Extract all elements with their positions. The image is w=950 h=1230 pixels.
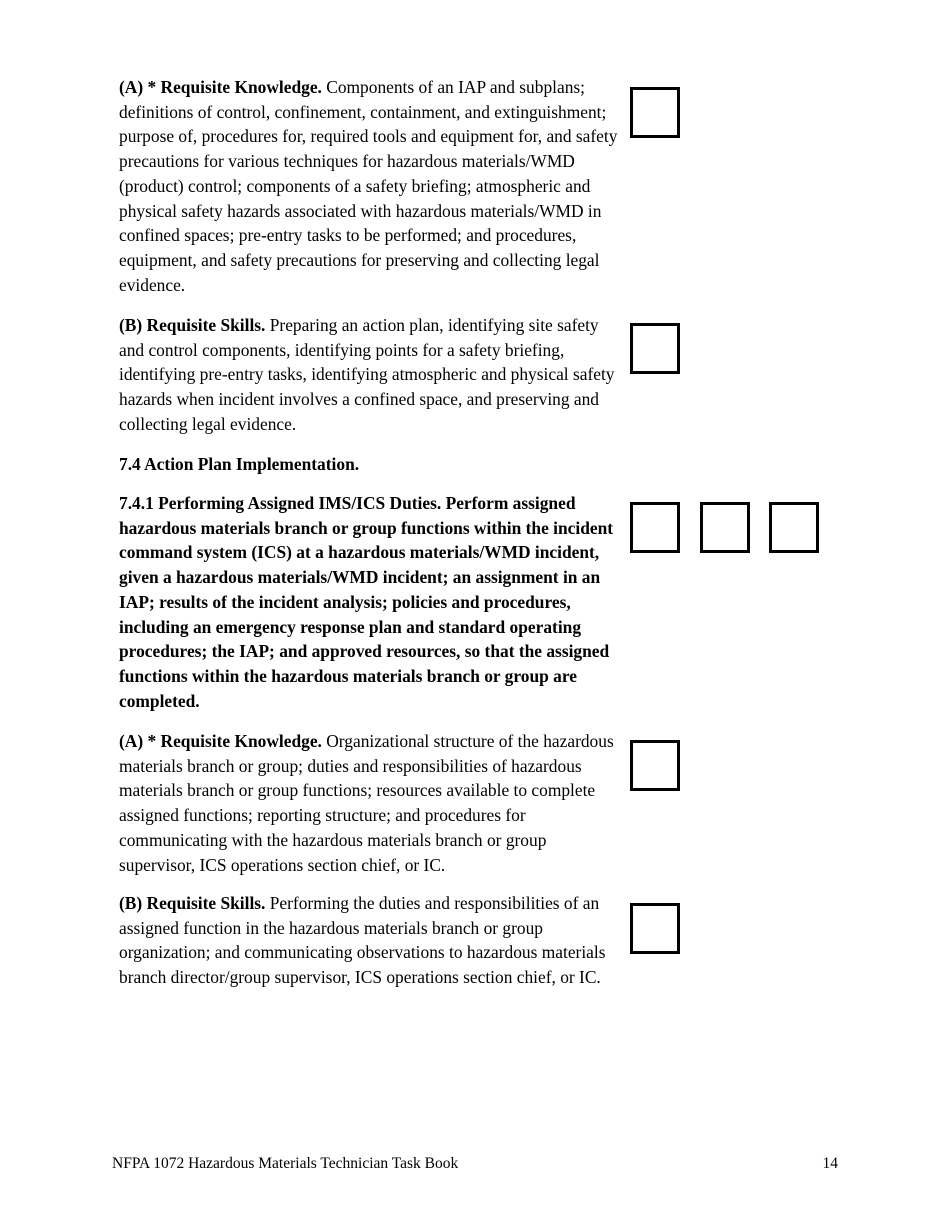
section-label: (B) Requisite Skills. — [119, 893, 266, 913]
section-text: Organizational structure of the hazardous materials branch or group; duties and responsibilities of hazardous materials branch or group functions; resources available to complete assigned functions; reporting structure; and procedures for communicating with the hazardous materials branch or group supervisor, ICS operations section chief, or IC. — [119, 731, 614, 875]
section-label: (B) Requisite Skills. — [119, 315, 266, 335]
page-number: 14 — [822, 1155, 838, 1172]
signoff-checkbox[interactable] — [630, 740, 680, 791]
signoff-checkbox[interactable] — [630, 502, 680, 553]
footer-title: NFPA 1072 Hazardous Materials Technician Task Book — [112, 1155, 459, 1172]
section-text: Components of an IAP and subplans; definitions of control, confinement, containment, and extinguishment; purpose of, procedures for, required tools and equipment for, and safety precautions for various techniques for hazardous materials/WMD (product) control; components of a safety briefing; atmospheric and physical safety hazards associated with hazardous materials/WMD in confined spaces; pre-entry tasks to be performed; and procedures, equipment, and safety precautions for preserving and collecting legal evidence. — [119, 77, 618, 295]
section-text: Performing the duties and responsibilities of an assigned function in the hazardous materials branch or group organization; and communicating observations to hazardous materials branch director/group supervisor, ICS operations section chief, or IC. — [119, 893, 606, 988]
signoff-checkbox[interactable] — [630, 87, 680, 138]
signoff-checkbox[interactable] — [700, 502, 750, 553]
requisite-skills-7-4-1 — [119, 891, 619, 990]
signoff-checkbox[interactable] — [630, 323, 680, 374]
section-heading: 7.4 Action Plan Implementation. — [119, 454, 360, 474]
requisite-knowledge-7-4-1 — [119, 729, 619, 877]
standard-7-4-1: 7.4.1 Performing Assigned IMS/ICS Duties. Perform assigned hazardous materials branch or group functions within the incident command system (ICS) at a hazardous materials/WMD incident, given a hazardous materials/WMD incident; an assignment in an IAP; results of the incident analysis; policies and procedures, including an emergency response plan and standard operating procedures; the IAP; and approved resources, so that the assigned functions within the hazardous materials branch or group are completed. — [119, 493, 614, 711]
signoff-checkbox[interactable] — [769, 502, 819, 553]
section-label: (A) * Requisite Knowledge. — [119, 77, 322, 97]
section-text: Preparing an action plan, identifying site safety and control components, identifying points for a safety briefing, identifying pre-entry tasks, identifying atmospheric and physical safety hazards when incident involves a confined space, and preserving and collecting legal evidence. — [119, 315, 615, 434]
requisite-knowledge-7-3 — [119, 75, 619, 297]
requisite-skills-7-3 — [119, 313, 619, 437]
signoff-checkbox[interactable] — [630, 903, 680, 954]
section-label: (A) * Requisite Knowledge. — [119, 731, 322, 751]
